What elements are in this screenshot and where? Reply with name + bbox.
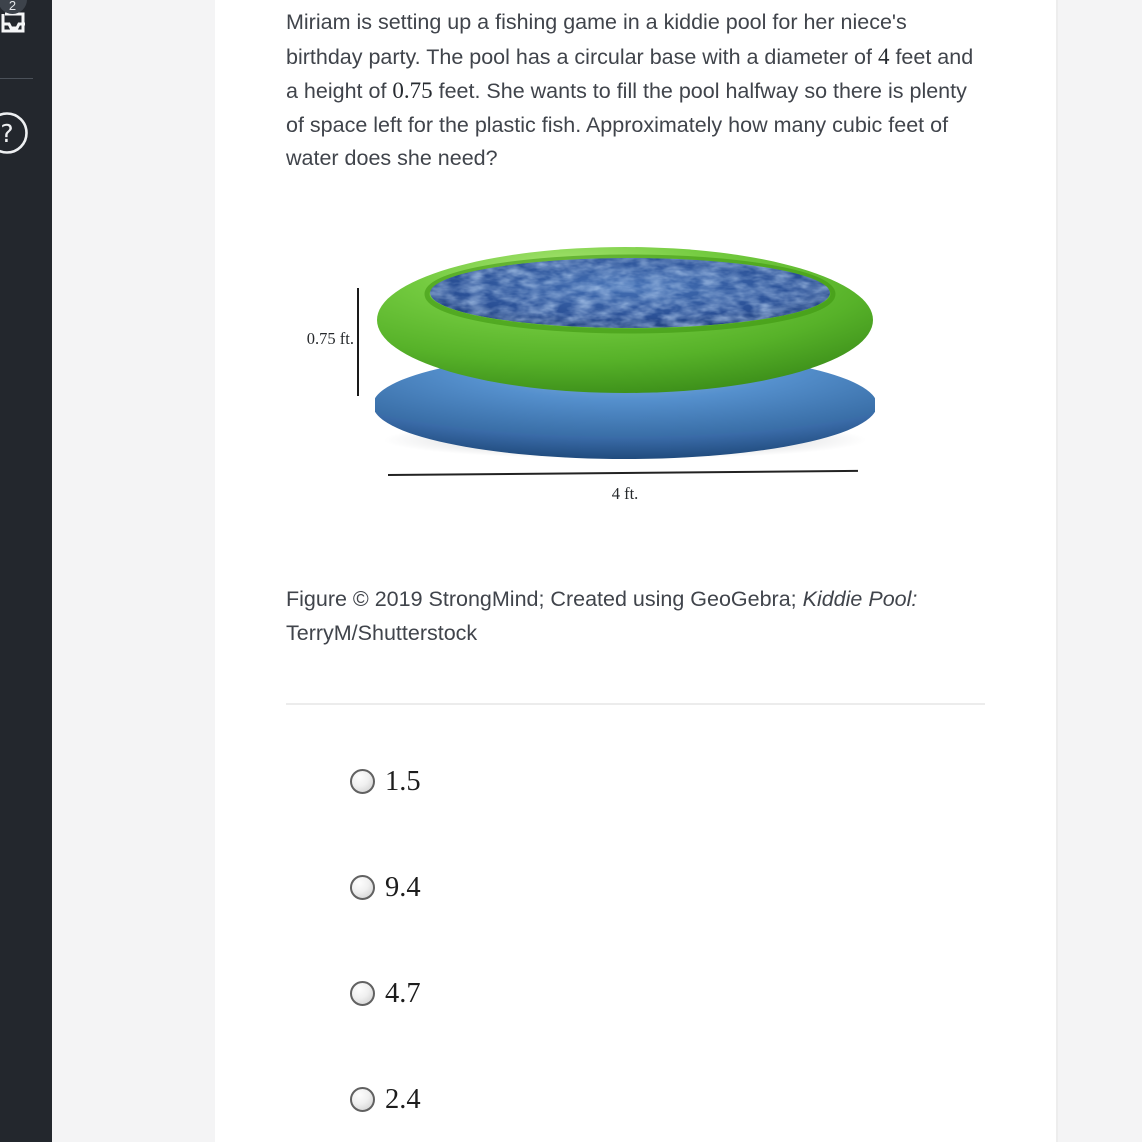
sidebar-divider (0, 78, 33, 79)
diameter-dimension-line (388, 470, 858, 476)
height-dimension-label: 0.75 ft. (306, 328, 354, 348)
right-gutter (1056, 0, 1142, 1142)
attribution-source-title: Kiddie Pool: (802, 586, 918, 611)
question-circle-icon (0, 111, 29, 155)
height-dimension-line (357, 288, 359, 396)
diameter-dimension-label: 4 ft. (611, 483, 639, 503)
radio-button[interactable] (350, 981, 375, 1006)
section-divider (286, 703, 985, 705)
question-text-part: feet. She wants to fill the pool halfway so there is plenty of space left for the plastic fish. Approximately how many cubic feet of water does she need? (286, 79, 967, 171)
answer-options (286, 767, 985, 1115)
radio-button[interactable] (350, 875, 375, 900)
question-mark-glyph: ? (0, 119, 14, 148)
attribution-text: Figure © 2019 StrongMind; Created using GeoGebra; (286, 586, 803, 611)
left-gutter (52, 0, 215, 1142)
radio-button[interactable] (350, 769, 375, 794)
pool-figure (286, 241, 980, 506)
help-icon[interactable] (0, 111, 29, 155)
question-number: 4 (877, 43, 890, 69)
figure-attribution (286, 582, 980, 651)
notification-count: 2 (8, 0, 17, 13)
radio-button[interactable] (350, 1087, 375, 1112)
answer-option-1[interactable] (350, 767, 421, 797)
option-label: 4.7 (385, 977, 421, 1009)
answer-option-2[interactable] (350, 873, 421, 903)
kiddie-pool-image (375, 246, 875, 461)
answer-option-4[interactable] (350, 1085, 421, 1115)
attribution-text: TerryM/Shutterstock (286, 621, 478, 646)
answer-option-3[interactable] (350, 979, 421, 1009)
question-text-part: feet and a height of (286, 44, 974, 104)
question-text (286, 6, 980, 176)
option-label: 9.4 (385, 871, 421, 903)
option-label: 1.5 (385, 765, 421, 797)
question-panel (215, 0, 1056, 1142)
inbox-icon[interactable] (0, 0, 52, 44)
question-text-part: Miriam is setting up a fishing game in a kiddie pool for her niece's birthday party. The pool has a circular base with a diameter of (286, 10, 907, 69)
option-label: 2.4 (385, 1083, 421, 1115)
inbox-icon-glyph (1, 11, 27, 37)
question-number: 0.75 (392, 78, 433, 104)
left-sidebar (0, 0, 52, 1142)
